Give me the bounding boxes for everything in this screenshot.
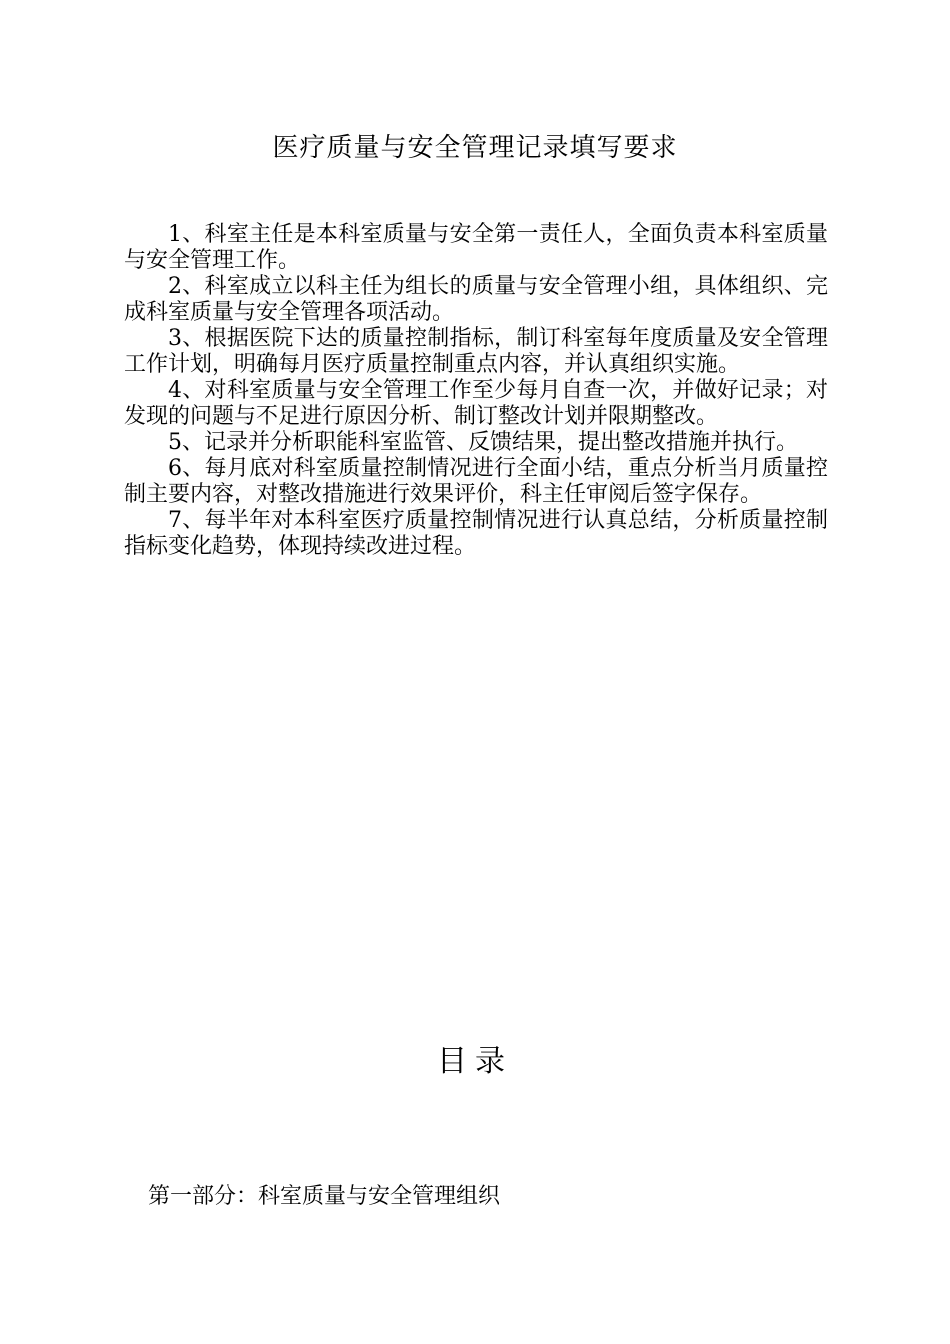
requirement-item: 4、对科室质量与安全管理工作至少每月自查一次，并做好记录；对发现的问题与不足进行原因分析、制订整改计划并限期整改。 (124, 378, 828, 429)
requirement-item: 6、每月底对科室质量控制情况进行全面小结，重点分析当月质量控制主要内容，对整改措施进行效果评价，科主任审阅后签字保存。 (124, 456, 828, 507)
toc-item: 第一部分：科室质量与安全管理组织 (148, 1184, 501, 1209)
requirement-item: 7、每半年对本科室医疗质量控制情况进行认真总结，分析质量控制指标变化趋势，体现持续改进过程。 (124, 508, 828, 559)
requirement-item: 1、科室主任是本科室质量与安全第一责任人，全面负责本科室质量与安全管理工作。 (124, 222, 828, 273)
page-title: 医疗质量与安全管理记录填写要求 (272, 133, 678, 163)
toc-title: 目录 (437, 1044, 513, 1079)
requirement-item: 5、记录并分析职能科室监管、反馈结果，提出整改措施并执行。 (168, 430, 798, 455)
requirements-list (124, 222, 828, 560)
requirement-item: 3、根据医院下达的质量控制指标，制订科室每年度质量及安全管理工作计划，明确每月医疗质量控制重点内容，并认真组织实施。 (124, 326, 828, 377)
requirement-item: 2、科室成立以科主任为组长的质量与安全管理小组，具体组织、完成科室质量与安全管理各项活动。 (124, 274, 828, 325)
